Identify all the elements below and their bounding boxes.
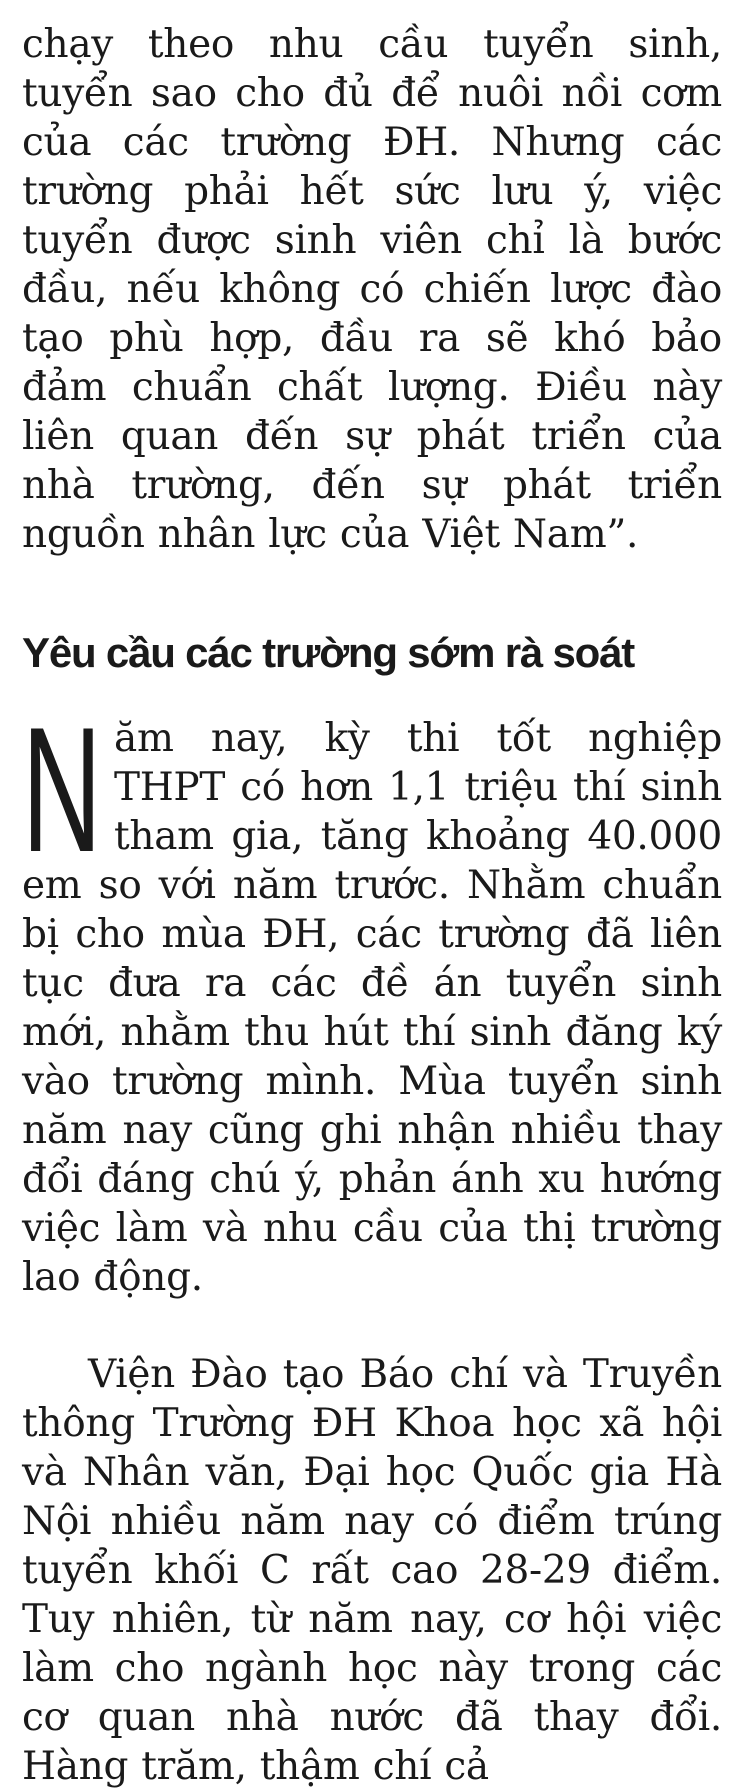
dropcap-letter: N xyxy=(22,690,102,889)
article-page xyxy=(22,0,722,1791)
final-paragraph: Viện Đào tạo Báo chí và Truyền thông Trường ĐH Khoa học xã hội và Nhân văn, Đại học Quốc gia Hà Nội nhiều năm nay có điểm trúng tuyển khối C rất cao 28-29 điểm. Tuy nhiên, từ năm nay, cơ hội việc làm cho ngành học này trong các cơ quan nhà nước đã thay đổi. Hàng trăm, thậm chí cả xyxy=(22,1352,722,1789)
dropcap-paragraph xyxy=(22,690,722,1302)
dropcap-section xyxy=(22,690,722,1302)
lead-paragraph: chạy theo nhu cầu tuyển sinh, tuyển sao cho đủ để nuôi nồi cơm của các trường ĐH. Nhưng các trường phải hết sức lưu ý, việc tuyển được sinh viên chỉ là bước đầu, nếu không có chiến lược đào tạo phù hợp, đầu ra sẽ khó bảo đảm chuẩn chất lượng. Điều này liên quan đến sự phát triển của nhà trường, đến sự phát triển nguồn nhân lực của Việt Nam”. xyxy=(22,22,722,557)
dropcap-paragraph-text: ăm nay, kỳ thi tốt nghiệp THPT có hơn 1,1 triệu thí sinh tham gia, tăng khoảng 40.000 em so với năm trước. Nhằm chuẩn bị cho mùa ĐH, các trường đã liên tục đưa ra các đề án tuyển sinh mới, nhằm thu hút thí sinh đăng ký vào trường mình. Mùa tuyển sinh năm nay cũng ghi nhận nhiều thay đổi đáng chú ý, phản ánh xu hướng việc làm và nhu cầu của thị trường lao động. xyxy=(22,716,722,1300)
section-heading: Yêu cầu các trường sớm rà soát xyxy=(22,629,635,676)
